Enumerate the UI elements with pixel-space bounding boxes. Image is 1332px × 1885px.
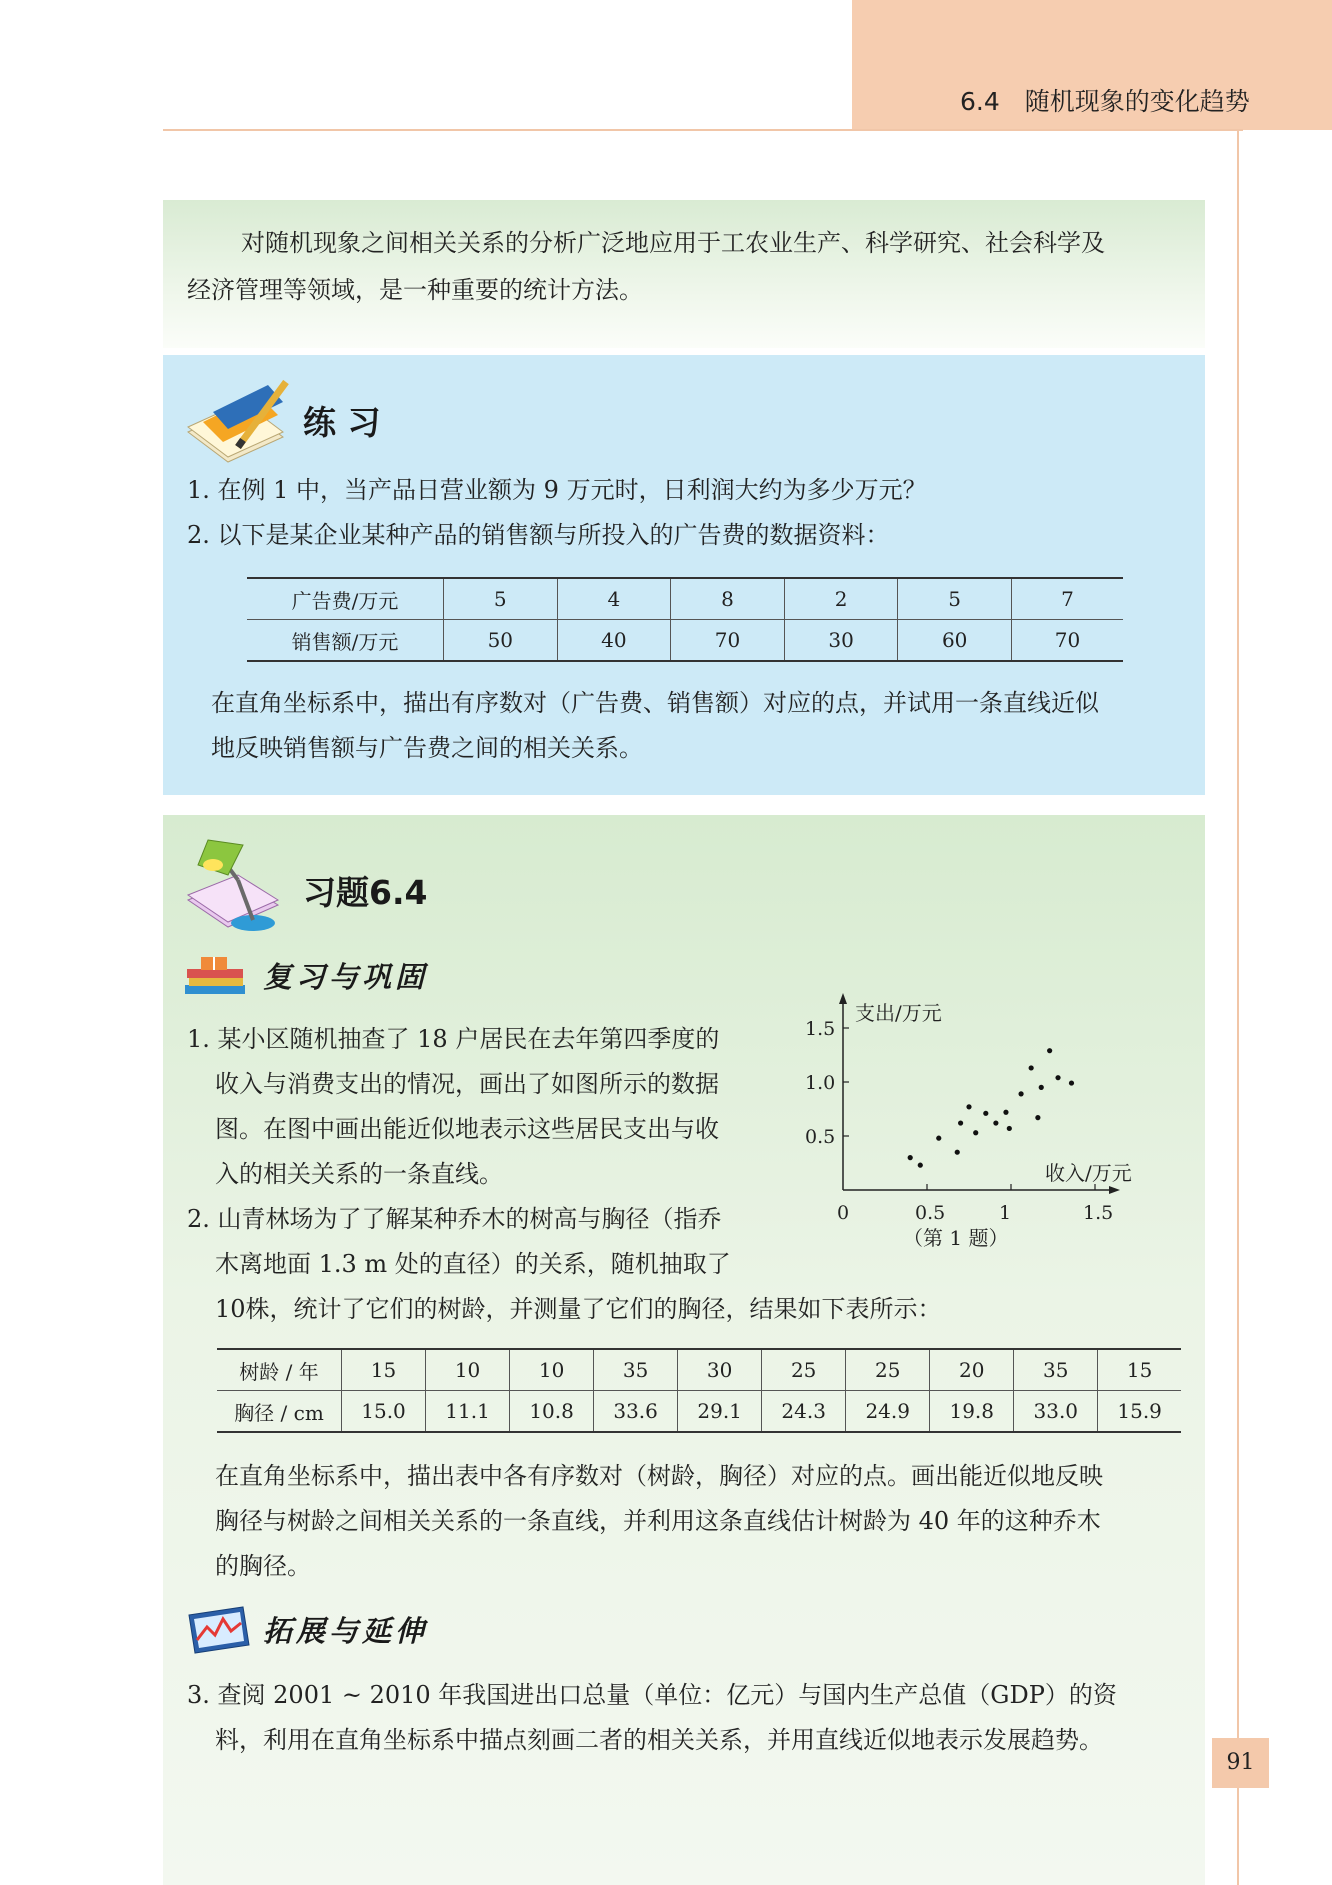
table-cell: 11.1	[426, 1391, 510, 1433]
table-cell: 25	[762, 1349, 846, 1391]
table-cell: 50	[444, 620, 558, 662]
table-row	[217, 1391, 1181, 1433]
page-number: 91	[1212, 1738, 1269, 1788]
ex-after-line-2: 胸径与树龄之间相关关系的一条直线，并利用这条直线估计树龄为 40 年的这种乔木	[215, 1507, 1101, 1535]
table-cell: 10.8	[510, 1391, 594, 1433]
exercises-box	[163, 815, 1205, 1885]
table-cell: 29.1	[678, 1391, 762, 1433]
table-cell: 15.9	[1098, 1391, 1181, 1433]
data-point	[1003, 1110, 1008, 1115]
table-cell: 19.8	[930, 1391, 1014, 1433]
books-gift-icon	[183, 955, 251, 1005]
table-row	[247, 578, 1123, 620]
ad-sales-table	[247, 577, 1123, 662]
practice-box	[163, 355, 1205, 795]
data-point	[908, 1155, 913, 1160]
practice-q2: 2. 以下是某企业某种产品的销售额与所投入的广告费的数据资料：	[187, 521, 890, 549]
table-cell: 4	[557, 578, 671, 620]
data-point	[936, 1136, 941, 1141]
data-point	[993, 1120, 998, 1125]
y-tick-label: 1.5	[805, 1018, 836, 1040]
tree-table	[217, 1348, 1181, 1433]
table-cell: 33.6	[594, 1391, 678, 1433]
exercises-title: 习题6.4	[303, 873, 428, 912]
table-cell: 30	[678, 1349, 762, 1391]
table-cell: 30	[784, 620, 898, 662]
ex-q2-line-3: 10株，统计了它们的树龄，并测量了它们的胸径，结果如下表所示：	[215, 1295, 942, 1323]
table-cell: 15	[342, 1349, 426, 1391]
table-cell: 10	[510, 1349, 594, 1391]
row-label: 胸径 / cm	[217, 1391, 342, 1433]
ex-q1-line-4: 入的相关关系的一条直线。	[215, 1160, 503, 1188]
table-cell: 24.9	[846, 1391, 930, 1433]
data-point	[1018, 1091, 1023, 1096]
table-cell: 25	[846, 1349, 930, 1391]
x-axis-arrow	[1109, 1186, 1120, 1194]
y-tick-label: 0.5	[805, 1126, 836, 1148]
practice-title: 练 习	[303, 403, 381, 442]
table-cell: 33.0	[1014, 1391, 1098, 1433]
data-point	[1047, 1048, 1052, 1053]
table-cell: 5	[898, 578, 1012, 620]
table-cell: 35	[1014, 1349, 1098, 1391]
table-cell: 70	[671, 620, 785, 662]
ex-q1-line-1: 1. 某小区随机抽查了 18 户居民在去年第四季度的	[187, 1025, 720, 1053]
data-point	[1007, 1126, 1012, 1131]
table-cell: 10	[426, 1349, 510, 1391]
data-point	[1035, 1115, 1040, 1120]
ex-q3-line-1: 3. 查阅 2001 ~ 2010 年我国进出口总量（单位：亿元）与国内生产总值（GDP）的资	[187, 1681, 1117, 1709]
extend-title: 拓展与延伸	[263, 1614, 429, 1648]
table-cell: 70	[1011, 620, 1123, 662]
table-cell: 35	[594, 1349, 678, 1391]
table-row	[217, 1349, 1181, 1391]
margin-rule	[1237, 130, 1239, 1885]
lamp-book-icon	[183, 835, 293, 935]
intro-box	[163, 200, 1205, 348]
table-cell: 8	[671, 578, 785, 620]
data-point	[983, 1111, 988, 1116]
table-row	[247, 620, 1123, 662]
chart-board-icon	[185, 1605, 253, 1657]
row-label: 销售额/万元	[247, 620, 444, 662]
ex-q2-line-1: 2. 山青林场为了了解某种乔木的树高与胸径（指乔	[187, 1205, 722, 1233]
data-point	[1069, 1080, 1074, 1085]
practice-q1: 1. 在例 1 中，当产品日营业额为 9 万元时，日利润大约为多少万元？	[187, 476, 927, 504]
data-point	[973, 1130, 978, 1135]
y-axis-arrow	[839, 993, 847, 1004]
section-title: 6.4 随机现象的变化趋势	[960, 87, 1250, 116]
y-axis-label: 支出/万元	[855, 1001, 942, 1025]
table-cell: 15	[1098, 1349, 1181, 1391]
intro-line-1: 对随机现象之间相关关系的分析广泛地应用于工农业生产、科学研究、社会科学及	[241, 229, 1105, 257]
data-point	[1029, 1065, 1034, 1070]
row-label: 广告费/万元	[247, 578, 444, 620]
ex-q1-line-3: 图。在图中画出能近似地表示这些居民支出与收	[215, 1115, 719, 1143]
review-title: 复习与巩固	[263, 960, 429, 994]
table-cell: 5	[444, 578, 558, 620]
data-point	[966, 1104, 971, 1109]
table-cell: 15.0	[342, 1391, 426, 1433]
ex-q3-line-2: 料，利用在直角坐标系中描点刻画二者的相关关系，并用直线近似地表示发展趋势。	[215, 1726, 1103, 1754]
x-axis-label: 收入/万元	[1045, 1161, 1132, 1185]
header-rule	[163, 129, 1243, 131]
intro-line-2: 经济管理等领域，是一种重要的统计方法。	[187, 276, 643, 304]
ex-q1-line-2: 收入与消费支出的情况，画出了如图所示的数据	[215, 1070, 719, 1098]
origin-label: 0	[837, 1202, 850, 1224]
data-point	[958, 1120, 963, 1125]
chart-caption: （第 1 题）	[903, 1226, 1009, 1250]
ex-q2-line-2: 木离地面 1.3 m 处的直径）的关系，随机抽取了	[215, 1250, 731, 1278]
y-tick-label: 1.0	[805, 1072, 836, 1094]
x-tick-label: 1	[999, 1202, 1012, 1224]
data-point	[1039, 1085, 1044, 1090]
table-cell: 40	[557, 620, 671, 662]
table-cell: 24.3	[762, 1391, 846, 1433]
row-label: 树龄 / 年	[217, 1349, 342, 1391]
table-cell: 60	[898, 620, 1012, 662]
scatter-chart	[783, 990, 1163, 1250]
data-point	[955, 1150, 960, 1155]
data-point	[1055, 1075, 1060, 1080]
table-cell: 20	[930, 1349, 1014, 1391]
practice-after-1: 在直角坐标系中，描出有序数对（广告费、销售额）对应的点，并试用一条直线近似	[211, 689, 1099, 717]
x-tick-label: 1.5	[1083, 1202, 1114, 1224]
ex-after-line-3: 的胸径。	[215, 1552, 311, 1580]
notebook-pencil-icon	[183, 377, 291, 467]
practice-after-2: 地反映销售额与广告费之间的相关关系。	[211, 734, 643, 762]
data-point	[918, 1163, 923, 1168]
table-cell: 7	[1011, 578, 1123, 620]
x-tick-label: 0.5	[915, 1202, 946, 1224]
table-cell: 2	[784, 578, 898, 620]
ex-after-line-1: 在直角坐标系中，描出表中各有序数对（树龄，胸径）对应的点。画出能近似地反映	[215, 1462, 1103, 1490]
